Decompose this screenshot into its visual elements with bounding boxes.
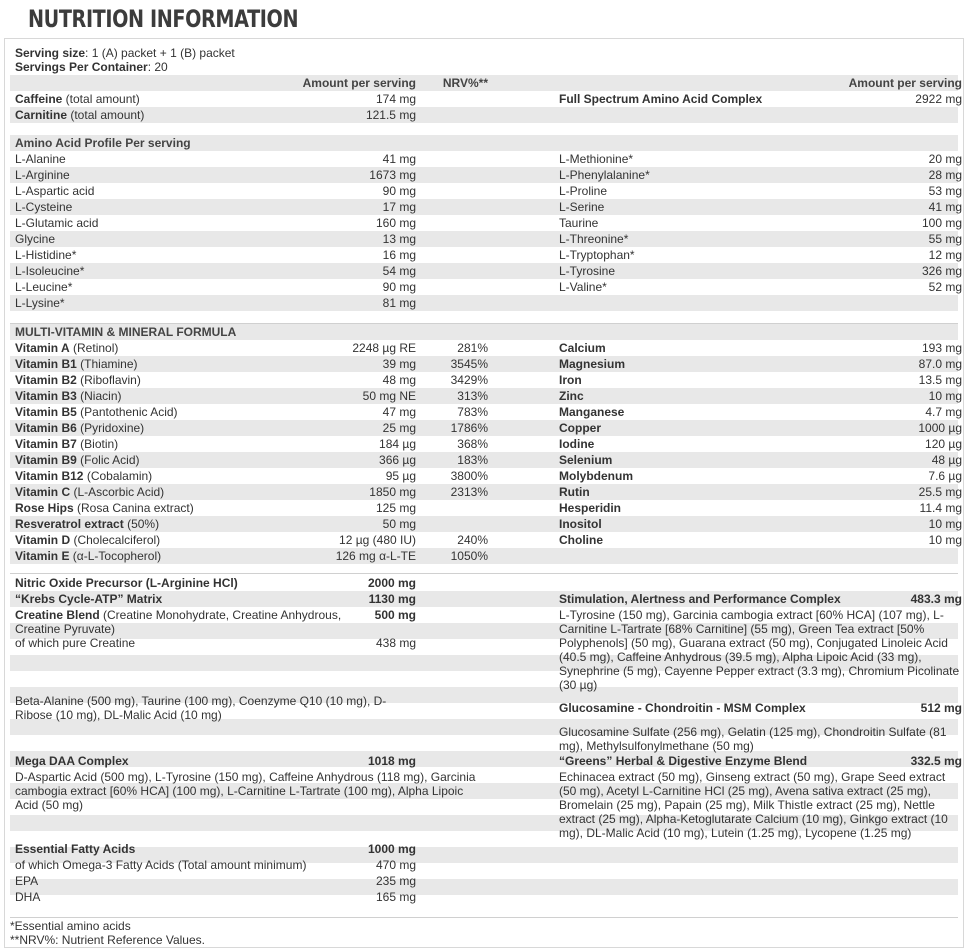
amino-complex-value: 2922 mg — [915, 92, 962, 106]
table-row — [10, 484, 962, 500]
table-row: Caffeine (total amount) 174 mg Full Spectrum Amino Acid Complex 2922 mg — [15, 92, 962, 106]
table-row — [10, 215, 962, 231]
mineral-value: 193 mg — [921, 341, 962, 355]
vitamin-value: 50 mg NE — [362, 389, 416, 403]
vitamin-name: Vitamin D (Cholecalciferol) — [15, 533, 161, 547]
vitamin-nrv: 3800% — [450, 469, 488, 483]
efa-name: of which Omega-3 Fatty Acids (Total amount minimum) — [15, 858, 307, 872]
footnote-essential: *Essential amino acids — [10, 919, 131, 933]
table-row — [10, 372, 962, 388]
vitamin-nrv: 281% — [457, 341, 488, 355]
krebs-row: “Krebs Cycle-ATP” Matrix 1130 mg — [15, 592, 416, 606]
mineral-name: Manganese — [559, 405, 625, 419]
gluco-text: Glucosamine Sulfate (256 mg), Gelatin (125 mg), Chondroitin Sulfate (81 mg), Methylsulfonylmethane (50 mg) — [559, 725, 947, 753]
amino-name: L-Histidine* — [15, 248, 77, 262]
amino-value: 16 mg — [382, 248, 416, 262]
mineral-value: 4.7 mg — [925, 405, 962, 419]
table-row — [10, 452, 962, 468]
vitamin-value: 47 mg — [382, 405, 416, 419]
amino-name: L-Arginine — [15, 168, 70, 182]
table-row — [10, 231, 962, 247]
mineral-value: 48 µg — [931, 453, 962, 467]
servings-per-container-label: Servings Per Container — [15, 60, 148, 74]
amino-name-right: L-Methionine* — [559, 152, 634, 166]
mineral-value: 11.4 mg — [919, 501, 962, 515]
greens-row: “Greens” Herbal & Digestive Enzyme Blend 332.5 mg — [559, 754, 962, 768]
amino-name: L-Glutamic acid — [15, 216, 99, 230]
amino-name-right: L-Tryptophan* — [559, 248, 635, 262]
mineral-value: 120 µg — [925, 437, 962, 451]
table-row — [10, 404, 962, 420]
amino-name: L-Lysine* — [15, 296, 65, 310]
mineral-value: 87.0 mg — [918, 357, 962, 371]
beta-alanine-text: Beta-Alanine (500 mg), Taurine (100 mg), Coenzyme Q10 (10 mg), D-Ribose (10 mg), DL-Malic Acid (10 mg) — [15, 694, 387, 722]
vitamin-value: 25 mg — [382, 421, 416, 435]
table-row — [10, 420, 962, 436]
servings-per-container-value: : 20 — [147, 60, 168, 74]
vitamin-name: Resveratrol extract (50%) — [15, 517, 160, 531]
mineral-value: 7.6 µg — [928, 469, 962, 483]
mineral-value: 10 mg — [928, 517, 962, 531]
daa-row: Mega DAA Complex 1018 mg — [15, 754, 416, 768]
vitamin-nrv: 783% — [457, 405, 488, 419]
mineral-value: 13.5 mg — [918, 373, 962, 387]
efa-name: EPA — [15, 874, 39, 888]
vitamin-nrv: 3545% — [450, 357, 488, 371]
greens-text: Echinacea extract (50 mg), Ginseng extract (50 mg), Grape Seed extract (50 mg), Acetyl L-Carnitine HCl (25 mg), Avena sativa extract (25 mg), Bromelain (25 mg), Papain (25 mg), Milk Thistle extract (25 mg), Nettle extract (25 mg), Alpha-Ketoglutarate Calcium (10 mg), Ginkgo extract (10 mg), DL-Malic Acid (10 mg), Lutein (1.25 mg), Lycopene (1.25 mg) — [559, 770, 948, 840]
nrv-header: NRV%** — [442, 76, 488, 90]
table-row — [10, 857, 958, 873]
amino-complex-name: Full Spectrum Amino Acid Complex — [559, 92, 763, 106]
pure-creatine-value: 438 mg — [375, 636, 416, 650]
mineral-value: 25.5 mg — [918, 485, 962, 499]
vitamin-name: Vitamin B3 (Niacin) — [15, 389, 122, 403]
amino-value: 160 mg — [375, 216, 416, 230]
vitamin-name: Vitamin A (Retinol) — [15, 341, 119, 355]
table-row — [10, 247, 962, 263]
table-row — [10, 532, 962, 548]
vitamin-name: Rose Hips (Rosa Canina extract) — [15, 501, 194, 515]
divider — [10, 573, 958, 574]
vitamin-value: 366 µg — [379, 453, 416, 467]
stim-text: L-Tyrosine (150 mg), Garcinia cambogia extract [60% HCA] (107 mg), L-Carnitine L-Tartrate [68% Carnitine] (55 mg), Green Tea extract [50% Polyphenols] (50 mg), Guarana extract (50 mg), Conjugated Linoleic Acid (40.5 mg), Caffeine Anhydrous (39.5 mg), Alpha Lipoic Acid (33 mg), Synephrine (5 mg), Cayenne Pepper extract (3.3 mg), Chromium Picolinate (30 µg) — [559, 608, 960, 692]
table-row: Carnitine (total amount) 121.5 mg — [10, 107, 958, 123]
efa-value: 470 mg — [375, 858, 416, 872]
vitamin-name: Vitamin B7 (Biotin) — [15, 437, 119, 451]
gluco-row: Glucosamine - Chondroitin - MSM Complex 512 mg — [559, 701, 962, 715]
efa-value: 235 mg — [375, 874, 416, 888]
table-row — [10, 167, 962, 183]
nitric-row: Nitric Oxide Precursor (L-Arginine HCl) 2000 mg — [15, 576, 416, 590]
table-row — [10, 468, 962, 484]
amino-name-right: L-Phenylalanine* — [559, 168, 650, 182]
amino-name-right: L-Proline — [559, 184, 608, 198]
amino-value-right: 41 mg — [928, 200, 962, 214]
amino-value-right: 12 mg — [928, 248, 962, 262]
table-row — [10, 889, 958, 905]
vitamins-heading-row — [10, 324, 958, 340]
amino-name: L-Isoleucine* — [15, 264, 85, 278]
table-row — [10, 199, 962, 215]
mineral-name: Inositol — [559, 517, 602, 531]
vitamins-heading: MULTI-VITAMIN & MINERAL FORMULA — [15, 325, 237, 339]
vitamin-name: Vitamin B1 (Thiamine) — [15, 357, 138, 371]
vitamin-value: 125 mg — [375, 501, 416, 515]
vitamin-name: Vitamin B12 (Cobalamin) — [15, 469, 153, 483]
page-title: NUTRITION INFORMATION — [28, 5, 299, 33]
vitamin-name: Vitamin B2 (Riboflavin) — [15, 373, 141, 387]
serving-size-label: Serving size — [15, 46, 86, 60]
vitamin-nrv: 313% — [457, 389, 488, 403]
table-row — [10, 388, 962, 404]
amino-name-right: L-Tyrosine — [559, 264, 616, 278]
table-row — [10, 151, 962, 167]
footnote-nrv: **NRV%: Nutrient Reference Values. — [10, 933, 205, 947]
nutrition-panel — [4, 38, 964, 948]
vitamin-name: Vitamin E (α-L-Tocopherol) — [15, 549, 162, 563]
vitamin-name: Vitamin C (L-Ascorbic Acid) — [15, 485, 165, 499]
vitamin-value: 12 µg (480 IU) — [339, 533, 416, 547]
vitamin-nrv: 1786% — [450, 421, 488, 435]
creatine-blend-value: 500 mg — [374, 608, 416, 622]
mineral-name: Iodine — [559, 437, 595, 451]
table-row — [10, 295, 958, 311]
amino-value: 17 mg — [382, 200, 416, 214]
vitamin-value: 1850 mg — [369, 485, 416, 499]
table-header-row — [10, 75, 962, 91]
table-row — [10, 356, 962, 372]
creatine-blend: Creatine Blend (Creatine Monohydrate, Creatine Anhydrous, Creatine Pyruvate) — [15, 608, 342, 636]
amino-name: Glycine — [15, 232, 56, 246]
amino-value: 41 mg — [382, 152, 416, 166]
mineral-name: Calcium — [559, 341, 606, 355]
mineral-name: Magnesium — [559, 357, 626, 371]
stim-row: Stimulation, Alertness and Performance Complex 483.3 mg — [559, 592, 962, 606]
amino-name-right: L-Valine* — [559, 280, 607, 294]
mineral-name: Iron — [559, 373, 582, 387]
vitamin-name: Vitamin B9 (Folic Acid) — [15, 453, 140, 467]
vitamin-value: 126 mg α-L-TE — [335, 549, 416, 563]
vitamin-value: 2248 µg RE — [352, 341, 416, 355]
mineral-name: Rutin — [559, 485, 590, 499]
amount-header-right: Amount per serving — [848, 76, 962, 90]
amino-name: L-Alanine — [15, 152, 66, 166]
amino-value-right: 55 mg — [928, 232, 962, 246]
table-row — [10, 436, 962, 452]
mineral-name: Molybdenum — [559, 469, 633, 483]
amino-value-right: 326 mg — [921, 264, 962, 278]
amino-name: L-Cysteine — [15, 200, 73, 214]
amino-name: L-Aspartic acid — [15, 184, 95, 198]
mineral-value: 10 mg — [928, 533, 962, 547]
vitamin-value: 50 mg — [382, 517, 416, 531]
vitamin-nrv: 240% — [457, 533, 488, 547]
amino-name-right: L-Serine — [559, 200, 605, 214]
efa-name: DHA — [15, 890, 41, 904]
amino-heading-row — [10, 135, 958, 151]
amino-value-right: 28 mg — [928, 168, 962, 182]
amino-value: 1673 mg — [369, 168, 416, 182]
table-row — [10, 183, 962, 199]
mineral-name: Zinc — [559, 389, 584, 403]
amino-heading: Amino Acid Profile Per serving — [15, 136, 191, 150]
mineral-name: Selenium — [559, 453, 613, 467]
mineral-value: 1000 µg — [918, 421, 962, 435]
table-row — [10, 500, 962, 516]
mineral-name: Copper — [559, 421, 601, 435]
vitamin-value: 184 µg — [379, 437, 416, 451]
vitamin-nrv: 368% — [457, 437, 488, 451]
amino-value: 90 mg — [382, 280, 416, 294]
vitamin-value: 48 mg — [382, 373, 416, 387]
vitamin-nrv: 2313% — [450, 485, 488, 499]
table-row — [10, 279, 962, 295]
vitamin-value: 39 mg — [382, 357, 416, 371]
efa-row: Essential Fatty Acids 1000 mg — [15, 842, 416, 856]
vitamin-nrv: 3429% — [450, 373, 488, 387]
table-row — [10, 340, 962, 356]
vitamin-nrv: 1050% — [450, 549, 488, 563]
amino-value-right: 53 mg — [928, 184, 962, 198]
servings-per-container-row — [10, 59, 958, 75]
amino-value-right: 100 mg — [921, 216, 962, 230]
divider — [10, 917, 958, 918]
mineral-name: Hesperidin — [559, 501, 622, 515]
table-row — [10, 548, 958, 564]
amino-name-right: Taurine — [559, 216, 599, 230]
daa-text: D-Aspartic Acid (500 mg), L-Tyrosine (150 mg), Caffeine Anhydrous (118 mg), Garcinia cambogia extract [60% HCA] (100 mg), L-Carnitine L-Tartrate (100 mg), Alpha Lipoic Acid (50 mg) — [15, 770, 476, 812]
vitamin-name: Vitamin B5 (Pantothenic Acid) — [15, 405, 178, 419]
mineral-name: Choline — [559, 533, 603, 547]
mineral-value: 10 mg — [928, 389, 962, 403]
table-row — [10, 263, 962, 279]
amino-name-right: L-Threonine* — [559, 232, 629, 246]
vitamin-nrv: 183% — [457, 453, 488, 467]
table-row — [10, 873, 958, 889]
amino-name: L-Leucine* — [15, 280, 73, 294]
amino-value: 81 mg — [382, 296, 416, 310]
vitamin-name: Vitamin B6 (Pyridoxine) — [15, 421, 145, 435]
pure-creatine: of which pure Creatine — [15, 636, 136, 650]
amino-value: 54 mg — [382, 264, 416, 278]
serving-size-value: : 1 (A) packet + 1 (B) packet — [85, 46, 235, 60]
amino-value-right: 20 mg — [928, 152, 962, 166]
amino-value: 13 mg — [382, 232, 416, 246]
table-row — [10, 516, 962, 532]
amount-header: Amount per serving — [302, 76, 416, 90]
amino-value-right: 52 mg — [928, 280, 962, 294]
amino-value: 90 mg — [382, 184, 416, 198]
efa-value: 165 mg — [375, 890, 416, 904]
vitamin-value: 95 µg — [385, 469, 416, 483]
